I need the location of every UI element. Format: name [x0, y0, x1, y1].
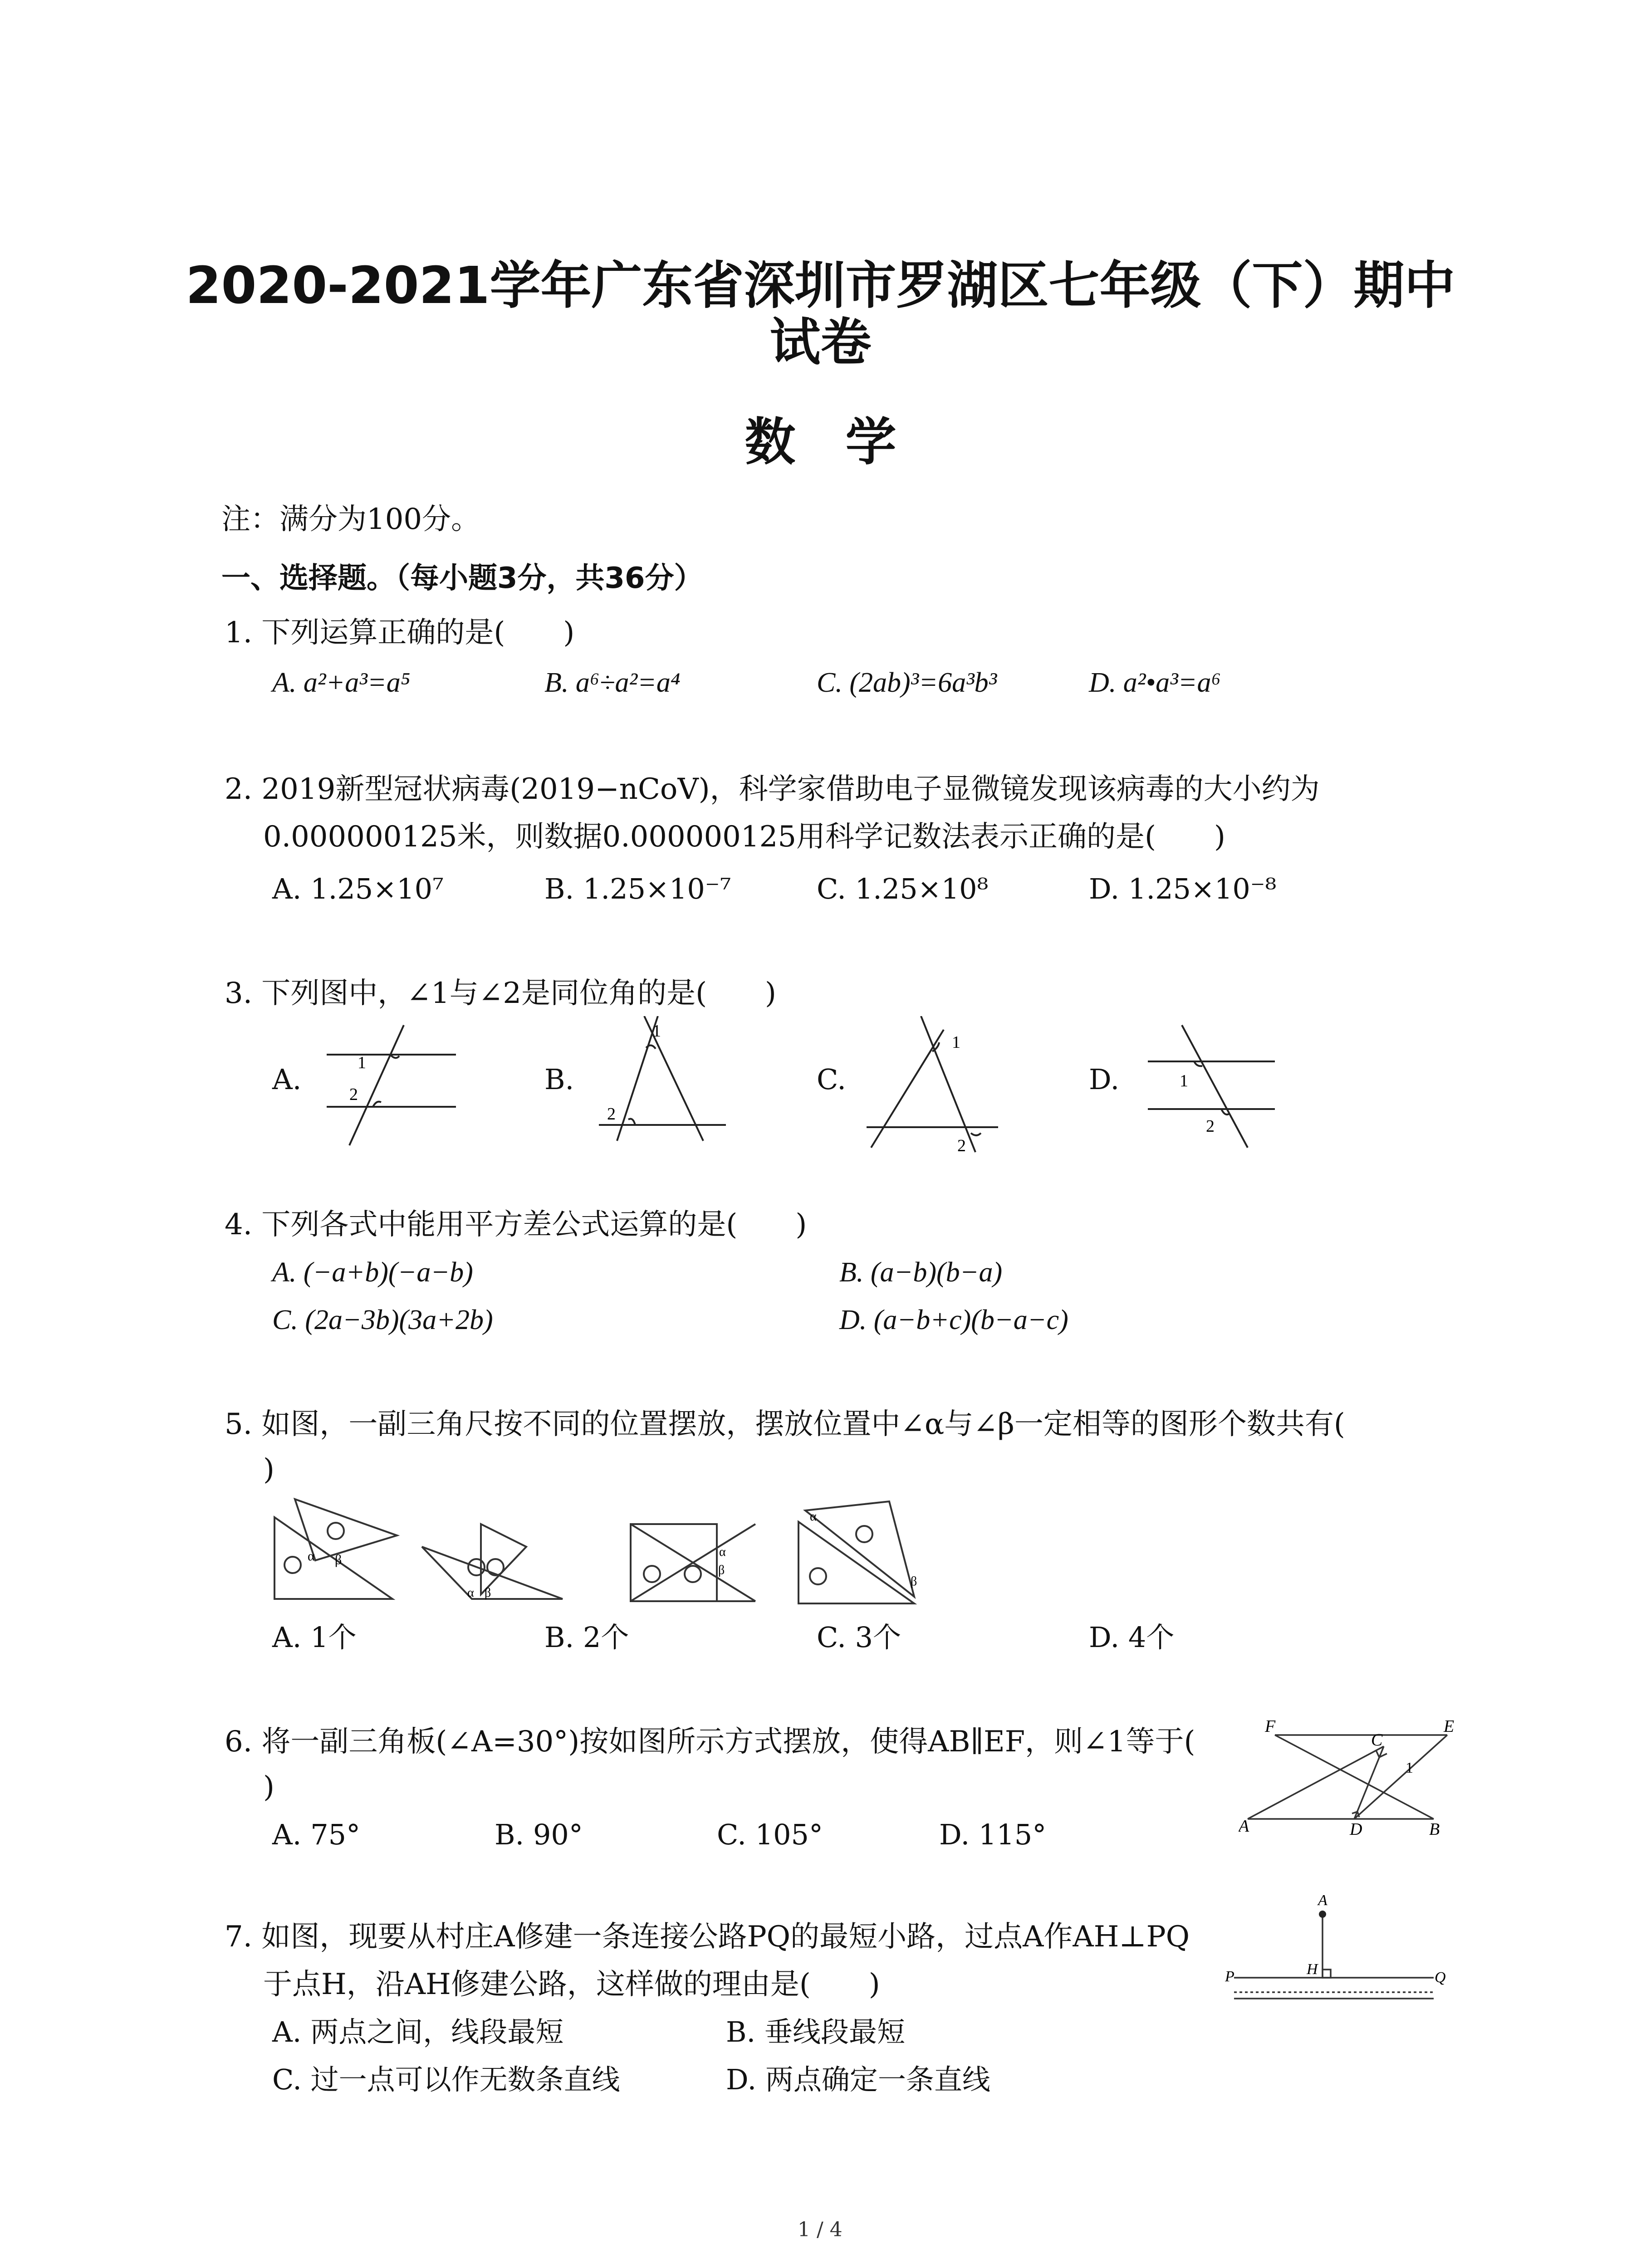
section-heading: 一、选择题。（每小题3分，共36分）	[221, 562, 703, 595]
angle-label-1: 1	[358, 1053, 366, 1072]
q7-figure	[1225, 1892, 1452, 2009]
angle-label-1: 1	[952, 1033, 960, 1052]
q5-option-c: C. 3个	[817, 1621, 901, 1654]
q5-stem-line2: )	[263, 1453, 274, 1486]
angle-label-1: 1	[652, 1022, 661, 1041]
point-e-label: E	[1444, 1717, 1455, 1736]
q5-stem-line1: 5. 如图，一副三角尺按不同的位置摆放，摆放位置中∠α与∠β一定相等的图形个数共有(	[225, 1408, 1345, 1441]
q2-option-d: D. 1.25×10⁻⁸	[1089, 872, 1277, 905]
angle-label-1: 1	[1180, 1071, 1188, 1090]
q3-figure-b	[590, 1016, 740, 1152]
q2-option-b: B. 1.25×10⁻⁷	[544, 872, 731, 905]
q3-option-b: B.	[544, 1063, 574, 1096]
q5-figure-1	[268, 1492, 404, 1606]
point-q-label: Q	[1435, 1969, 1446, 1986]
angle-label-2: 2	[349, 1085, 358, 1104]
q1-stem: 1. 下列运算正确的是( )	[225, 616, 575, 650]
point-d-label: D	[1350, 1820, 1362, 1839]
q1-option-a: A. a²+a³=a⁵	[272, 667, 411, 698]
q7-option-d: D. 两点确定一条直线	[726, 2063, 990, 2096]
q5-figure-2	[417, 1515, 567, 1606]
angle-1-label: 1	[1406, 1760, 1413, 1776]
score-note: 注：满分为100分。	[221, 503, 480, 536]
q3-figure-c	[862, 1016, 1012, 1157]
q7-stem-line1: 7. 如图，现要从村庄A修建一条连接公路PQ的最短小路，过点A作AH⊥PQ	[225, 1920, 1190, 1954]
point-f-label: F	[1265, 1717, 1276, 1736]
q2-option-c: C. 1.25×10⁸	[817, 872, 989, 905]
beta-label: β	[485, 1586, 491, 1600]
q4-option-d: D. (a−b+c)(b−a−c)	[839, 1305, 1068, 1335]
point-h-label: H	[1307, 1961, 1318, 1978]
q2-stem-line1: 2. 2019新型冠状病毒(2019−nCoV)，科学家借助电子显微镜发现该病毒的大小约为	[225, 772, 1320, 806]
beta-label: β	[911, 1574, 917, 1589]
q3-option-d: D.	[1089, 1063, 1120, 1096]
q3-figure-d	[1139, 1016, 1288, 1157]
page-title-line2: 试卷	[769, 313, 872, 372]
angle-label-2: 2	[1206, 1117, 1215, 1136]
q7-stem-line2: 于点H，沿AH修建公路，这样做的理由是( )	[263, 1968, 880, 2001]
q4-option-c: C. (2a−3b)(3a+2b)	[272, 1305, 493, 1335]
q5-option-a: A. 1个	[272, 1621, 357, 1654]
q2-option-a: A. 1.25×10⁷	[272, 872, 444, 905]
q7-option-b: B. 垂线段最短	[726, 2015, 905, 2048]
q6-option-d: D. 115°	[939, 1818, 1047, 1851]
q1-option-d: D. a²•a³=a⁶	[1089, 667, 1221, 698]
page-number: 1 / 4	[798, 2218, 843, 2241]
q3-option-c: C.	[817, 1063, 846, 1096]
q5-option-b: B. 2个	[544, 1621, 629, 1654]
q4-option-a: A. (−a+b)(−a−b)	[272, 1257, 473, 1288]
q5-option-d: D. 4个	[1089, 1621, 1175, 1654]
q5-figure-3	[624, 1520, 769, 1606]
beta-label: β	[718, 1563, 725, 1577]
point-p-label: P	[1225, 1968, 1234, 1985]
q6-option-a: A. 75°	[272, 1818, 361, 1851]
q6-stem-line1: 6. 将一副三角板(∠A=30°)按如图所示方式摆放，使得AB∥EF，则∠1等于(	[225, 1725, 1195, 1759]
q3-option-a: A.	[272, 1063, 302, 1096]
alpha-label: α	[810, 1510, 817, 1524]
q6-figure	[1239, 1710, 1461, 1842]
q2-stem-line2: 0.000000125米，则数据0.000000125用科学记数法表示正确的是( )	[263, 820, 1225, 854]
q4-option-b: B. (a−b)(b−a)	[839, 1257, 1003, 1288]
angle-label-2: 2	[957, 1136, 966, 1155]
q1-option-b: B. a⁶÷a²=a⁴	[544, 667, 681, 698]
q7-option-a: A. 两点之间，线段最短	[272, 2015, 564, 2048]
q6-option-b: B. 90°	[495, 1818, 583, 1851]
q3-stem: 3. 下列图中，∠1与∠2是同位角的是( )	[225, 977, 777, 1010]
q7-option-c: C. 过一点可以作无数条直线	[272, 2063, 620, 2096]
q3-figure-a	[318, 1016, 467, 1152]
alpha-label: α	[467, 1586, 474, 1600]
alpha-label: α	[308, 1549, 315, 1564]
q1-option-c: C. (2ab)³=6a³b³	[817, 667, 997, 698]
point-a-label: A	[1318, 1892, 1327, 1909]
point-a-label: A	[1239, 1817, 1249, 1836]
beta-label: β	[335, 1552, 342, 1567]
page-title-line1: 2020-2021学年广东省深圳市罗湖区七年级（下）期中	[186, 256, 1455, 315]
angle-label-2: 2	[607, 1105, 616, 1124]
point-c-label: C	[1371, 1730, 1383, 1750]
q4-stem: 4. 下列各式中能用平方差公式运算的是( )	[225, 1208, 807, 1242]
subject-heading: 数学	[745, 413, 946, 472]
q6-option-c: C. 105°	[717, 1818, 823, 1851]
alpha-label: α	[719, 1545, 726, 1559]
q6-stem-line2: )	[263, 1770, 274, 1804]
q5-figure-4	[792, 1497, 932, 1606]
point-b-label: B	[1429, 1820, 1440, 1839]
